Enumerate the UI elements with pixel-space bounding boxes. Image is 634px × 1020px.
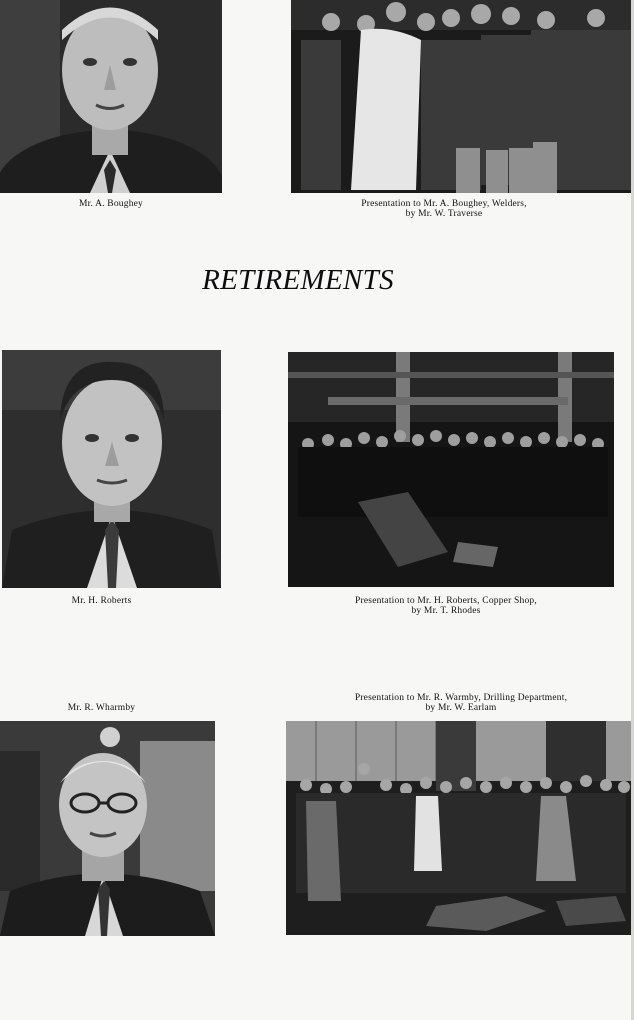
caption-text: Mr. R. Wharmby — [67, 703, 136, 713]
portrait-caption-wharmby — [0, 703, 203, 713]
caption-text: Mr. A. Boughey — [78, 199, 144, 209]
portrait-photo-roberts — [2, 350, 221, 588]
group-caption-roberts — [288, 596, 604, 616]
group-photo-boughey — [291, 0, 634, 193]
group-photo-wharmby — [286, 721, 632, 935]
caption-line: by Mr. T. Rhodes — [411, 606, 481, 616]
caption-line: Presentation to Mr. R. Warmby, Drilling Department, — [354, 693, 568, 703]
portrait-photo-boughey — [0, 0, 222, 193]
group-caption-wharmby — [306, 693, 616, 713]
caption-line: by Mr. W. Earlam — [425, 703, 497, 713]
portrait-caption-roberts — [2, 596, 201, 606]
caption-line: by Mr. W. Traverse — [405, 209, 483, 219]
caption-line: Presentation to Mr. H. Roberts, Copper Shop, — [355, 596, 537, 606]
caption-text: Mr. H. Roberts — [71, 596, 132, 606]
portrait-photo-wharmby — [0, 721, 215, 936]
group-caption-boughey — [291, 199, 597, 219]
caption-line: Presentation to Mr. A. Boughey, Welders, — [361, 199, 527, 209]
portrait-caption-boughey — [0, 199, 222, 209]
group-photo-roberts — [288, 352, 614, 587]
page-title: RETIREMENTS — [202, 264, 394, 296]
